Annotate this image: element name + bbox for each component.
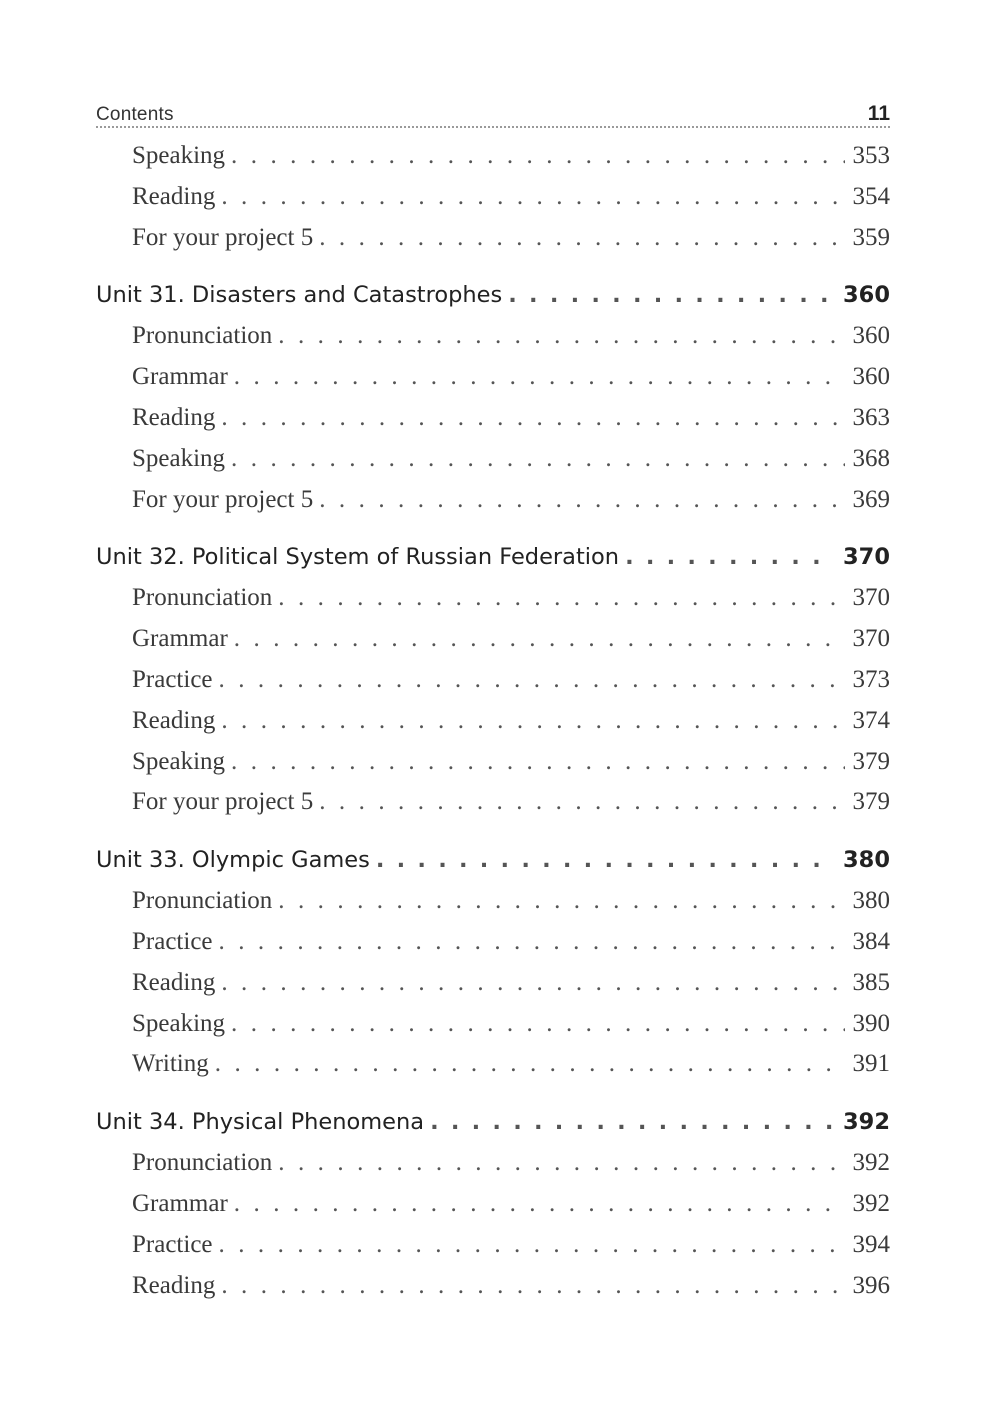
toc-entry[interactable] <box>96 881 890 922</box>
toc-entry[interactable] <box>96 1266 890 1307</box>
toc-entry-page-number: 396 <box>852 1271 890 1299</box>
toc-entry[interactable] <box>96 1044 890 1085</box>
dot-leader <box>221 177 844 218</box>
dot-leader <box>221 963 844 1004</box>
toc-entry-page-number: 370 <box>852 584 890 612</box>
toc-entry-page-number: 390 <box>852 1009 890 1037</box>
toc-entry-page-number: 370 <box>852 625 890 653</box>
dot-leader <box>234 357 845 398</box>
dot-leader <box>319 480 844 521</box>
toc-entry-page-number: 363 <box>852 403 890 431</box>
toc-entry-label: Reading <box>132 403 216 431</box>
dot-leader <box>278 578 844 619</box>
dot-leader <box>219 1225 845 1266</box>
toc-entry-page-number: 353 <box>852 142 890 169</box>
dot-leader <box>278 1143 844 1184</box>
toc-entry[interactable] <box>96 1225 890 1266</box>
toc-unit-heading[interactable] <box>96 1102 890 1143</box>
toc-entry-page-number: 360 <box>852 322 890 350</box>
toc-entry-label: Writing <box>132 1050 209 1078</box>
toc-entry-page-number: 392 <box>852 1149 890 1177</box>
dot-leader <box>376 840 835 881</box>
dot-leader <box>278 316 844 357</box>
toc-entry[interactable] <box>96 136 890 177</box>
toc-entry-page-number: 360 <box>852 363 890 391</box>
toc-entry-label: Pronunciation <box>132 322 273 350</box>
toc-entry-page-number: 379 <box>852 747 890 775</box>
dot-leader <box>215 1044 845 1085</box>
toc-entry[interactable] <box>96 177 890 218</box>
toc-entry-page-number: 379 <box>852 788 890 816</box>
toc-entry-page-number: 369 <box>852 485 890 513</box>
toc-entry-page-number: 384 <box>852 927 890 955</box>
toc-unit-heading[interactable] <box>96 275 890 316</box>
dot-leader <box>219 922 845 963</box>
toc-section <box>96 537 890 823</box>
toc-entry-page-number: 391 <box>852 1050 890 1078</box>
toc-entry-page-number: 354 <box>852 182 890 210</box>
toc-entry-label: Speaking <box>132 142 226 169</box>
toc-unit-heading-label: Unit 33. Olympic Games <box>96 847 370 874</box>
toc-entry-label: Speaking <box>132 747 226 775</box>
toc-entry[interactable] <box>96 963 890 1004</box>
dot-leader <box>221 701 844 742</box>
table-of-contents <box>96 136 890 1306</box>
toc-entry[interactable] <box>96 398 890 439</box>
toc-entry-label: For your project 5 <box>132 788 314 816</box>
toc-entry-page-number: 392 <box>852 1189 890 1217</box>
toc-entry-label: Grammar <box>132 1189 228 1217</box>
toc-entry[interactable] <box>96 357 890 398</box>
toc-unit-heading-page-number: 360 <box>843 282 890 309</box>
toc-entry-page-number: 385 <box>852 968 890 996</box>
toc-entry[interactable] <box>96 1143 890 1184</box>
toc-unit-heading[interactable] <box>96 840 890 881</box>
toc-entry-page-number: 359 <box>852 223 890 251</box>
toc-section <box>96 1102 890 1306</box>
dot-leader <box>430 1102 835 1143</box>
toc-entry-label: Pronunciation <box>132 1149 273 1177</box>
toc-entry-label: Reading <box>132 706 216 734</box>
toc-entry[interactable] <box>96 439 890 480</box>
toc-entry-label: Pronunciation <box>132 584 273 612</box>
toc-entry-label: Speaking <box>132 1009 226 1037</box>
dot-leader <box>219 660 845 701</box>
toc-entry[interactable] <box>96 660 890 701</box>
toc-unit-heading-label: Unit 34. Physical Phenomena <box>96 1109 425 1136</box>
toc-entry-page-number: 394 <box>852 1230 890 1258</box>
toc-entry-label: Pronunciation <box>132 887 273 915</box>
toc-section <box>96 136 890 258</box>
toc-entry-page-number: 374 <box>852 706 890 734</box>
toc-unit-heading[interactable] <box>96 537 890 578</box>
toc-entry-label: Reading <box>132 182 216 210</box>
toc-entry-label: Practice <box>132 665 213 693</box>
toc-section <box>96 840 890 1085</box>
running-head <box>96 96 890 128</box>
page-number: 11 <box>867 102 890 125</box>
toc-entry-label: Practice <box>132 927 213 955</box>
toc-entry-label: For your project 5 <box>132 485 314 513</box>
toc-section <box>96 275 890 520</box>
toc-entry[interactable] <box>96 1004 890 1045</box>
toc-entry-label: Reading <box>132 1271 216 1299</box>
toc-entry[interactable] <box>96 742 890 783</box>
running-head-title: Contents <box>96 104 174 125</box>
toc-entry-page-number: 368 <box>852 444 890 472</box>
toc-entry[interactable] <box>96 316 890 357</box>
dot-leader <box>231 742 844 783</box>
toc-entry-label: For your project 5 <box>132 223 314 251</box>
dot-leader <box>231 136 844 177</box>
dot-leader <box>221 398 844 439</box>
toc-entry[interactable] <box>96 1184 890 1225</box>
dot-leader <box>234 619 845 660</box>
toc-entry[interactable] <box>96 922 890 963</box>
toc-unit-heading-label: Unit 31. Disasters and Catastrophes <box>96 282 503 309</box>
toc-unit-heading-page-number: 392 <box>843 1109 890 1136</box>
toc-entry-page-number: 373 <box>852 665 890 693</box>
toc-entry[interactable] <box>96 480 890 521</box>
toc-entry-label: Speaking <box>132 444 226 472</box>
toc-entry[interactable] <box>96 578 890 619</box>
toc-entry[interactable] <box>96 619 890 660</box>
toc-entry-label: Reading <box>132 968 216 996</box>
dot-leader <box>231 439 844 480</box>
dot-leader <box>319 782 844 823</box>
dot-leader <box>231 1004 844 1045</box>
toc-entry-page-number: 380 <box>852 887 890 915</box>
toc-entry[interactable] <box>96 218 890 259</box>
toc-unit-heading-label: Unit 32. Political System of Russian Federation <box>96 544 620 571</box>
contents-page <box>96 96 890 1323</box>
dot-leader <box>508 275 835 316</box>
toc-entry-label: Grammar <box>132 625 228 653</box>
toc-unit-heading-page-number: 380 <box>843 847 890 874</box>
dot-leader <box>625 537 835 578</box>
toc-entry[interactable] <box>96 701 890 742</box>
toc-entry-label: Grammar <box>132 363 228 391</box>
toc-unit-heading-page-number: 370 <box>843 544 890 571</box>
dot-leader <box>221 1266 844 1307</box>
toc-entry[interactable] <box>96 782 890 823</box>
toc-entry-label: Practice <box>132 1230 213 1258</box>
dot-leader <box>234 1184 845 1225</box>
dot-leader <box>319 218 844 259</box>
dot-leader <box>278 881 844 922</box>
